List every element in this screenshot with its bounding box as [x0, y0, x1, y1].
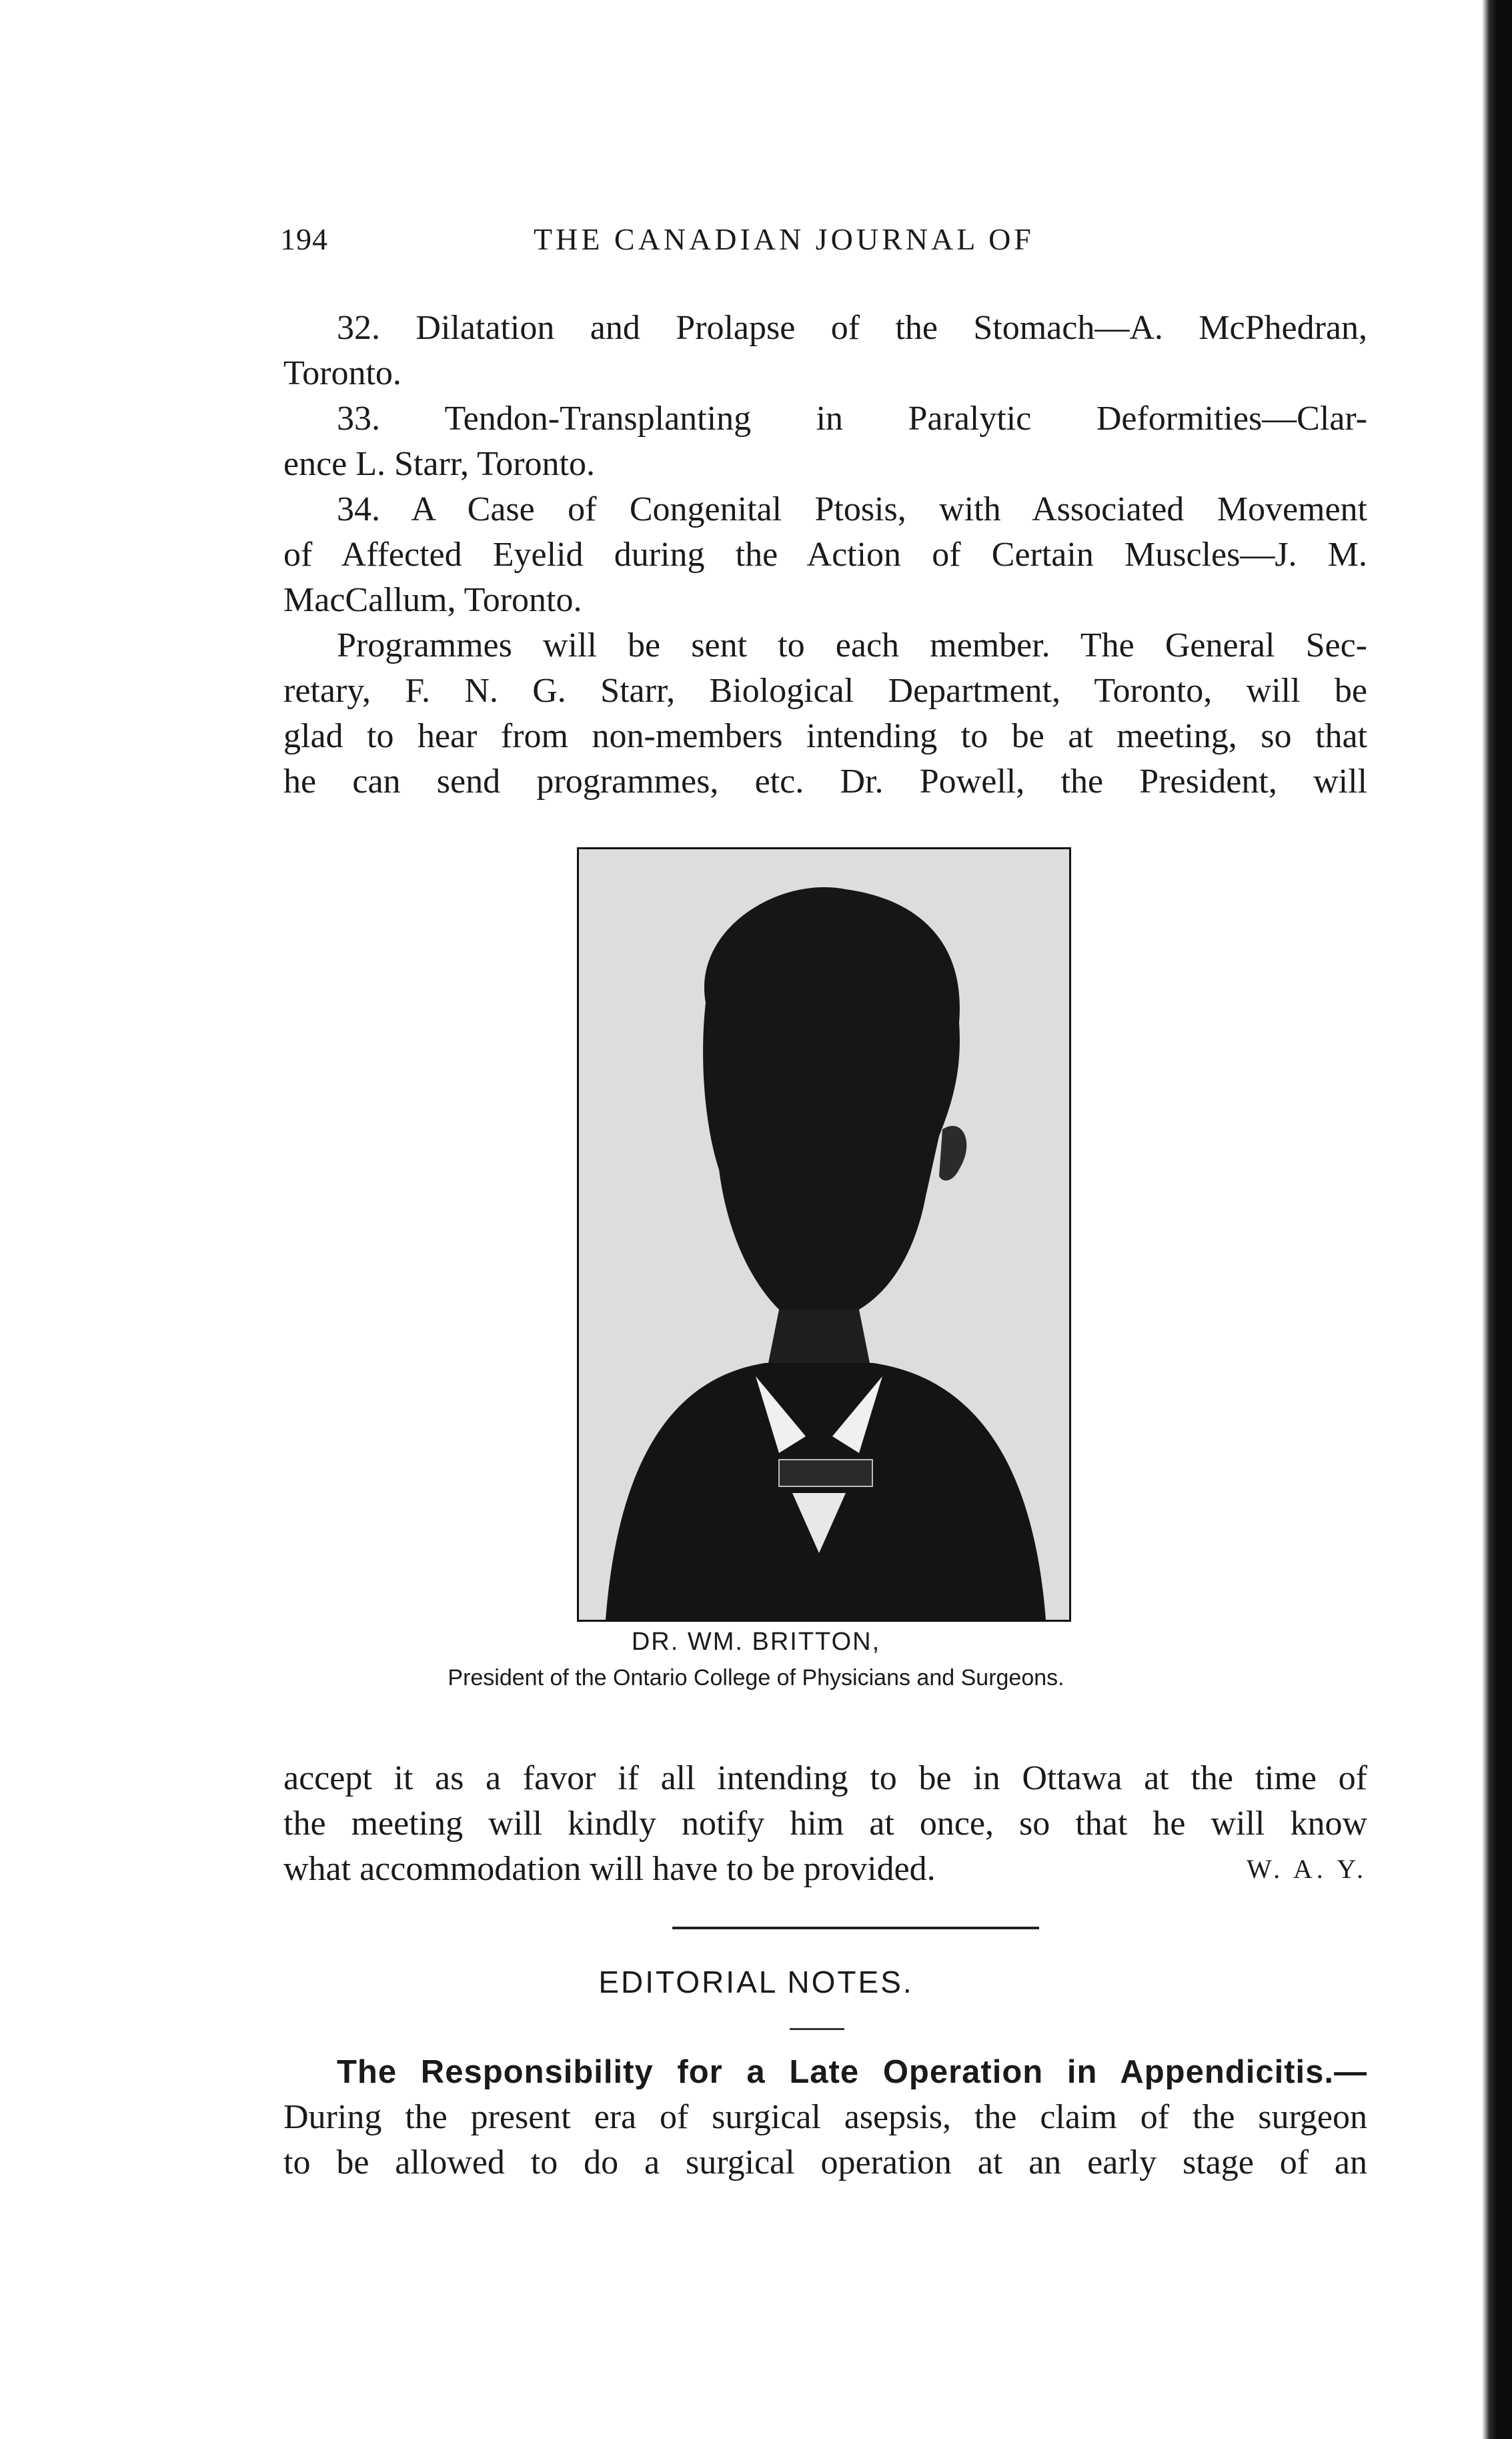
photo-caption-role: President of the Ontario College of Physicians and Surgeons. [448, 1665, 1064, 1690]
signature: W. A. Y. [1246, 1854, 1367, 1884]
section-heading: EDITORIAL NOTES. [598, 1965, 914, 1999]
item-34-line-1: 34. A Case of Congenital Ptosis, with Associated Movement [337, 490, 1367, 528]
article-heading: The Responsibility for a Late Operation in Appendicitis.— [337, 2054, 1367, 2090]
item-32-line-1: 32. Dilatation and Prolapse of the Stomach—A. McPhedran, [337, 309, 1367, 347]
running-head [280, 221, 1374, 268]
item-33-line-2: ence L. Starr, Toronto. [283, 445, 595, 483]
programmes-line-3: glad to hear from non-members intending to be at meeting, so that [283, 717, 1367, 755]
accept-line-3-text: what accommodation will have to be provided. [283, 1850, 936, 1888]
item-33-line-1: 33. Tendon-Transplanting in Paralytic Deformities—Clar- [337, 400, 1367, 438]
accept-line-2: the meeting will kindly notify him at once, so that he will know [283, 1805, 1367, 1843]
accept-paragraph [283, 1756, 1367, 1892]
accept-line-1: accept it as a favor if all intending to be in Ottawa at the time of [283, 1759, 1367, 1797]
portrait-illustration [579, 849, 1069, 1620]
portrait-photo [577, 847, 1071, 1622]
section-divider [672, 1927, 1039, 1929]
article-heading-line [283, 2049, 1367, 2095]
item-32-line-2: Toronto. [283, 354, 402, 392]
program-items [283, 306, 1367, 805]
item-34-line-3: MacCallum, Toronto. [283, 581, 582, 619]
page-number: 194 [280, 222, 328, 256]
article-line-1: During the present era of surgical asepsis, the claim of the surgeon [283, 2098, 1367, 2136]
photo-caption-name: DR. WM. BRITTON, [631, 1628, 881, 1656]
accept-line-3 [283, 1847, 1367, 1892]
programmes-line-2: retary, F. N. G. Starr, Biological Department, Toronto, will be [283, 672, 1367, 710]
item-34-line-2: of Affected Eyelid during the Action of Certain Muscles—J. M. [283, 536, 1367, 574]
programmes-line-4: he can send programmes, etc. Dr. Powell, the President, will [283, 763, 1367, 801]
editorial-article [283, 2049, 1367, 2185]
journal-title: THE CANADIAN JOURNAL OF [534, 222, 1034, 256]
page-edge-shadow [1462, 0, 1512, 2439]
section-small-rule [790, 2028, 844, 2030]
programmes-line-1: Programmes will be sent to each member. The General Sec- [337, 626, 1367, 664]
article-line-2: to be allowed to do a surgical operation at an early stage of an [283, 2143, 1367, 2181]
